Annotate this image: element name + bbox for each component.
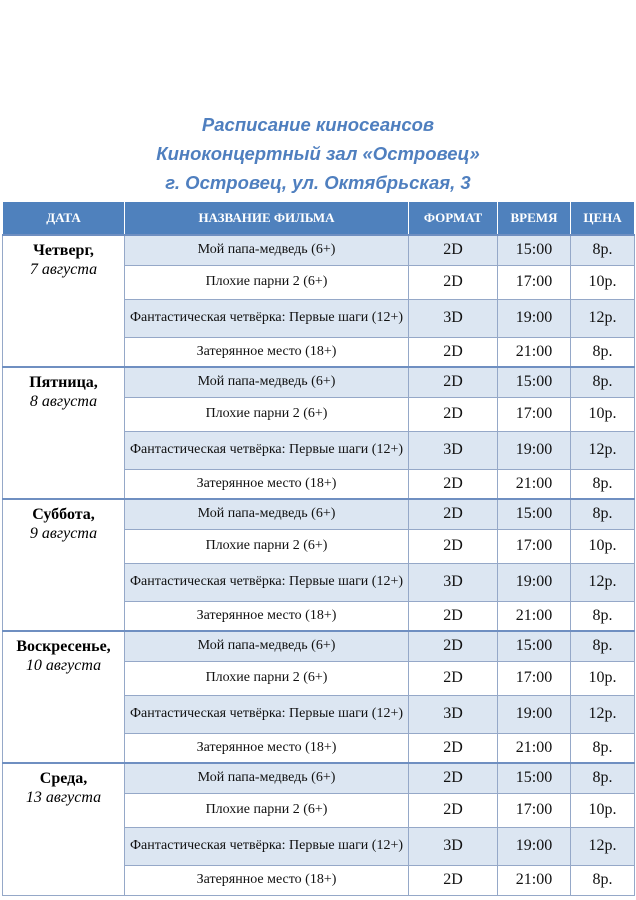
table-header-row bbox=[3, 202, 635, 235]
film-title-cell: Затерянное место (18+) bbox=[125, 865, 409, 895]
time-cell: 15:00 bbox=[498, 631, 571, 661]
format-cell: 3D bbox=[409, 563, 498, 601]
film-title-cell: Мой папа-медведь (6+) bbox=[125, 763, 409, 793]
film-title-cell: Фантастическая четвёрка: Первые шаги (12+) bbox=[125, 431, 409, 469]
format-cell: 2D bbox=[409, 367, 498, 397]
film-title-cell: Затерянное место (18+) bbox=[125, 733, 409, 763]
price-cell: 12р. bbox=[571, 431, 635, 469]
price-cell: 12р. bbox=[571, 563, 635, 601]
price-cell: 10р. bbox=[571, 397, 635, 431]
price-cell: 8р. bbox=[571, 763, 635, 793]
column-header-price: ЦЕНА bbox=[571, 202, 635, 235]
time-cell: 15:00 bbox=[498, 235, 571, 265]
time-cell: 19:00 bbox=[498, 431, 571, 469]
schedule-table bbox=[2, 202, 635, 896]
price-cell: 8р. bbox=[571, 469, 635, 499]
day-cell bbox=[3, 499, 125, 631]
day-cell bbox=[3, 235, 125, 367]
format-cell: 2D bbox=[409, 865, 498, 895]
price-cell: 8р. bbox=[571, 499, 635, 529]
price-cell: 12р. bbox=[571, 827, 635, 865]
time-cell: 15:00 bbox=[498, 763, 571, 793]
time-cell: 17:00 bbox=[498, 265, 571, 299]
day-name: Суббота, bbox=[32, 506, 95, 523]
format-cell: 2D bbox=[409, 397, 498, 431]
price-cell: 8р. bbox=[571, 865, 635, 895]
price-cell: 12р. bbox=[571, 695, 635, 733]
format-cell: 2D bbox=[409, 235, 498, 265]
day-date: 7 августа bbox=[29, 261, 98, 278]
schedule-body bbox=[3, 235, 635, 895]
time-cell: 21:00 bbox=[498, 733, 571, 763]
film-title-cell: Плохие парни 2 (6+) bbox=[125, 397, 409, 431]
format-cell: 2D bbox=[409, 793, 498, 827]
time-cell: 17:00 bbox=[498, 661, 571, 695]
film-title-cell: Плохие парни 2 (6+) bbox=[125, 265, 409, 299]
price-cell: 8р. bbox=[571, 601, 635, 631]
price-cell: 8р. bbox=[571, 235, 635, 265]
time-cell: 17:00 bbox=[498, 397, 571, 431]
format-cell: 2D bbox=[409, 733, 498, 763]
time-cell: 15:00 bbox=[498, 499, 571, 529]
format-cell: 2D bbox=[409, 529, 498, 563]
day-name: Среда, bbox=[39, 770, 88, 787]
heading-title: Расписание киносеансов bbox=[201, 114, 435, 135]
column-header-film: НАЗВАНИЕ ФИЛЬМА bbox=[125, 202, 409, 235]
table-row bbox=[3, 631, 635, 661]
column-header-format: ФОРМАТ bbox=[409, 202, 498, 235]
day-name: Пятница, bbox=[29, 374, 98, 391]
table-row bbox=[3, 763, 635, 793]
time-cell: 21:00 bbox=[498, 601, 571, 631]
time-cell: 19:00 bbox=[498, 827, 571, 865]
price-cell: 12р. bbox=[571, 299, 635, 337]
format-cell: 2D bbox=[409, 337, 498, 367]
film-title-cell: Фантастическая четвёрка: Первые шаги (12+) bbox=[125, 299, 409, 337]
day-date: 9 августа bbox=[29, 525, 98, 542]
format-cell: 3D bbox=[409, 695, 498, 733]
time-cell: 21:00 bbox=[498, 865, 571, 895]
format-cell: 3D bbox=[409, 431, 498, 469]
film-title-cell: Фантастическая четвёрка: Первые шаги (12+) bbox=[125, 695, 409, 733]
price-cell: 8р. bbox=[571, 733, 635, 763]
column-header-date: ДАТА bbox=[3, 202, 125, 235]
price-cell: 8р. bbox=[571, 631, 635, 661]
format-cell: 3D bbox=[409, 827, 498, 865]
table-row bbox=[3, 367, 635, 397]
film-title-cell: Плохие парни 2 (6+) bbox=[125, 529, 409, 563]
format-cell: 2D bbox=[409, 661, 498, 695]
film-title-cell: Плохие парни 2 (6+) bbox=[125, 793, 409, 827]
format-cell: 3D bbox=[409, 299, 498, 337]
day-date: 8 августа bbox=[29, 393, 98, 410]
day-cell bbox=[3, 631, 125, 763]
film-title-cell: Мой папа-медведь (6+) bbox=[125, 235, 409, 265]
day-date: 13 августа bbox=[25, 789, 102, 806]
column-header-time: ВРЕМЯ bbox=[498, 202, 571, 235]
table-row bbox=[3, 235, 635, 265]
time-cell: 17:00 bbox=[498, 529, 571, 563]
format-cell: 2D bbox=[409, 499, 498, 529]
day-cell bbox=[3, 367, 125, 499]
day-name: Четверг, bbox=[33, 242, 94, 259]
time-cell: 19:00 bbox=[498, 299, 571, 337]
film-title-cell: Затерянное место (18+) bbox=[125, 337, 409, 367]
format-cell: 2D bbox=[409, 469, 498, 499]
time-cell: 21:00 bbox=[498, 337, 571, 367]
page-heading bbox=[0, 110, 636, 197]
film-title-cell: Плохие парни 2 (6+) bbox=[125, 661, 409, 695]
heading-address: г. Островец, ул. Октябрьская, 3 bbox=[165, 172, 471, 193]
day-name: Воскресенье, bbox=[16, 638, 111, 655]
time-cell: 21:00 bbox=[498, 469, 571, 499]
format-cell: 2D bbox=[409, 265, 498, 299]
price-cell: 8р. bbox=[571, 367, 635, 397]
price-cell: 10р. bbox=[571, 661, 635, 695]
price-cell: 10р. bbox=[571, 793, 635, 827]
film-title-cell: Фантастическая четвёрка: Первые шаги (12+) bbox=[125, 827, 409, 865]
film-title-cell: Мой папа-медведь (6+) bbox=[125, 631, 409, 661]
film-title-cell: Фантастическая четвёрка: Первые шаги (12+) bbox=[125, 563, 409, 601]
film-title-cell: Мой папа-медведь (6+) bbox=[125, 499, 409, 529]
film-title-cell: Мой папа-медведь (6+) bbox=[125, 367, 409, 397]
table-row bbox=[3, 499, 635, 529]
film-title-cell: Затерянное место (18+) bbox=[125, 469, 409, 499]
film-title-cell: Затерянное место (18+) bbox=[125, 601, 409, 631]
day-date: 10 августа bbox=[25, 657, 102, 674]
format-cell: 2D bbox=[409, 763, 498, 793]
format-cell: 2D bbox=[409, 601, 498, 631]
time-cell: 15:00 bbox=[498, 367, 571, 397]
price-cell: 8р. bbox=[571, 337, 635, 367]
price-cell: 10р. bbox=[571, 529, 635, 563]
time-cell: 19:00 bbox=[498, 695, 571, 733]
day-cell bbox=[3, 763, 125, 895]
time-cell: 19:00 bbox=[498, 563, 571, 601]
format-cell: 2D bbox=[409, 631, 498, 661]
time-cell: 17:00 bbox=[498, 793, 571, 827]
price-cell: 10р. bbox=[571, 265, 635, 299]
heading-venue: Киноконцертный зал «Островец» bbox=[156, 143, 480, 164]
